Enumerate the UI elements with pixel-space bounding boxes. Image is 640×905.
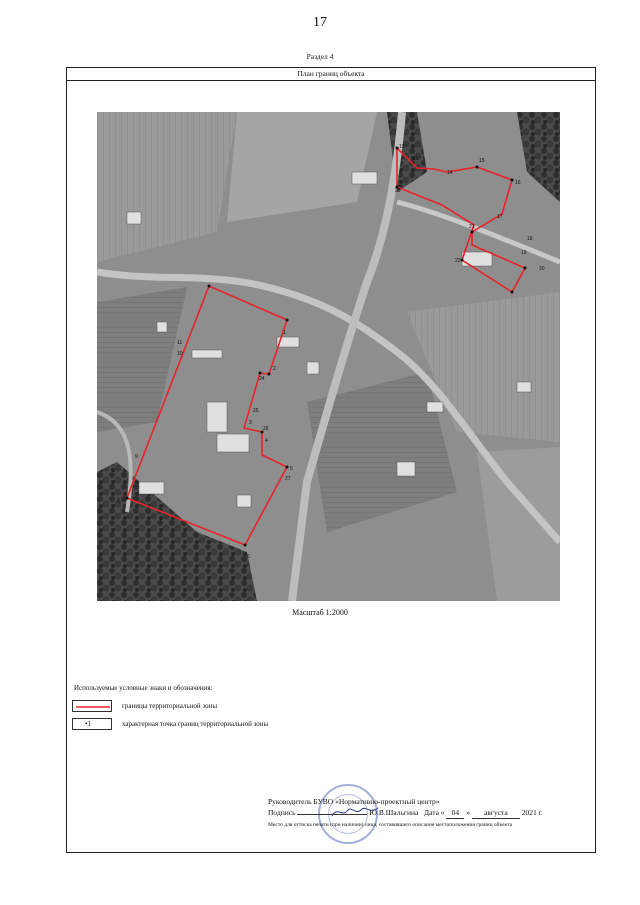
signature-line xyxy=(268,807,543,819)
point-symbol: •1 xyxy=(85,720,91,728)
signer-name: Ю.В.Шальгина xyxy=(369,808,419,817)
legend-title: Используемые условные знаки и обозначения: xyxy=(74,684,213,692)
point-label: 15 xyxy=(479,158,485,164)
point-label: 1 xyxy=(283,330,286,336)
point-label: 9 xyxy=(135,454,138,460)
date-month: августа xyxy=(472,807,520,819)
point-label: 12 xyxy=(399,144,405,150)
sign-label: Подпись xyxy=(268,808,296,817)
section-label: Раздел 4 xyxy=(306,52,334,61)
point-label: 19 xyxy=(521,250,527,256)
legend-swatch-point xyxy=(72,718,112,730)
point-label: 24 xyxy=(259,376,265,382)
point-label: 6 xyxy=(247,554,250,560)
point-label: 27 xyxy=(285,476,291,482)
point-label: 18 xyxy=(527,236,533,242)
point-label: 25 xyxy=(253,408,259,414)
legend-text: границы территориальной зоны xyxy=(122,702,218,710)
point-label: 4 xyxy=(265,438,268,444)
point-label: 16 xyxy=(515,180,521,186)
point-label: 7 xyxy=(159,518,162,524)
map-svg xyxy=(97,112,560,601)
legend-swatch-line xyxy=(72,700,112,712)
signature-block xyxy=(268,796,543,828)
red-line-icon xyxy=(73,701,113,713)
point-label: 13 xyxy=(413,156,419,162)
date-close: » xyxy=(466,808,471,817)
point-label: 3 xyxy=(249,420,252,426)
point-label: 11 xyxy=(177,340,183,346)
point-label: 23 xyxy=(395,188,401,194)
aerial-map xyxy=(97,112,560,601)
signature-head: Руководитель БУВО «Нормативно-проектный центр» xyxy=(268,797,440,806)
point-label: 10 xyxy=(177,351,183,357)
point-label: 14 xyxy=(447,170,453,176)
date-day: 04 xyxy=(446,807,464,819)
sign-underline xyxy=(297,814,367,815)
date-label: Дата « xyxy=(423,808,445,817)
frame-title: План границ объекта xyxy=(67,68,595,81)
map-scale: Масштаб 1:2000 xyxy=(292,608,348,617)
point-label: 21 xyxy=(469,224,475,230)
point-label: 8 xyxy=(117,498,120,504)
point-label: 2 xyxy=(273,366,276,372)
stamp-note: Место для оттиска печати (при наличии) лица, составившего описание местоположения границ объекта xyxy=(268,822,513,828)
legend-text: характерная точка границ территориальной зоны xyxy=(122,720,269,728)
point-label: 5 xyxy=(290,466,293,472)
point-label: 20 xyxy=(539,266,545,272)
point-label: 17 xyxy=(497,214,503,220)
point-label: 22 xyxy=(455,258,461,264)
point-label: 26 xyxy=(263,426,269,432)
page-number: 17 xyxy=(313,15,327,30)
date-year: 2021 г. xyxy=(521,808,543,817)
